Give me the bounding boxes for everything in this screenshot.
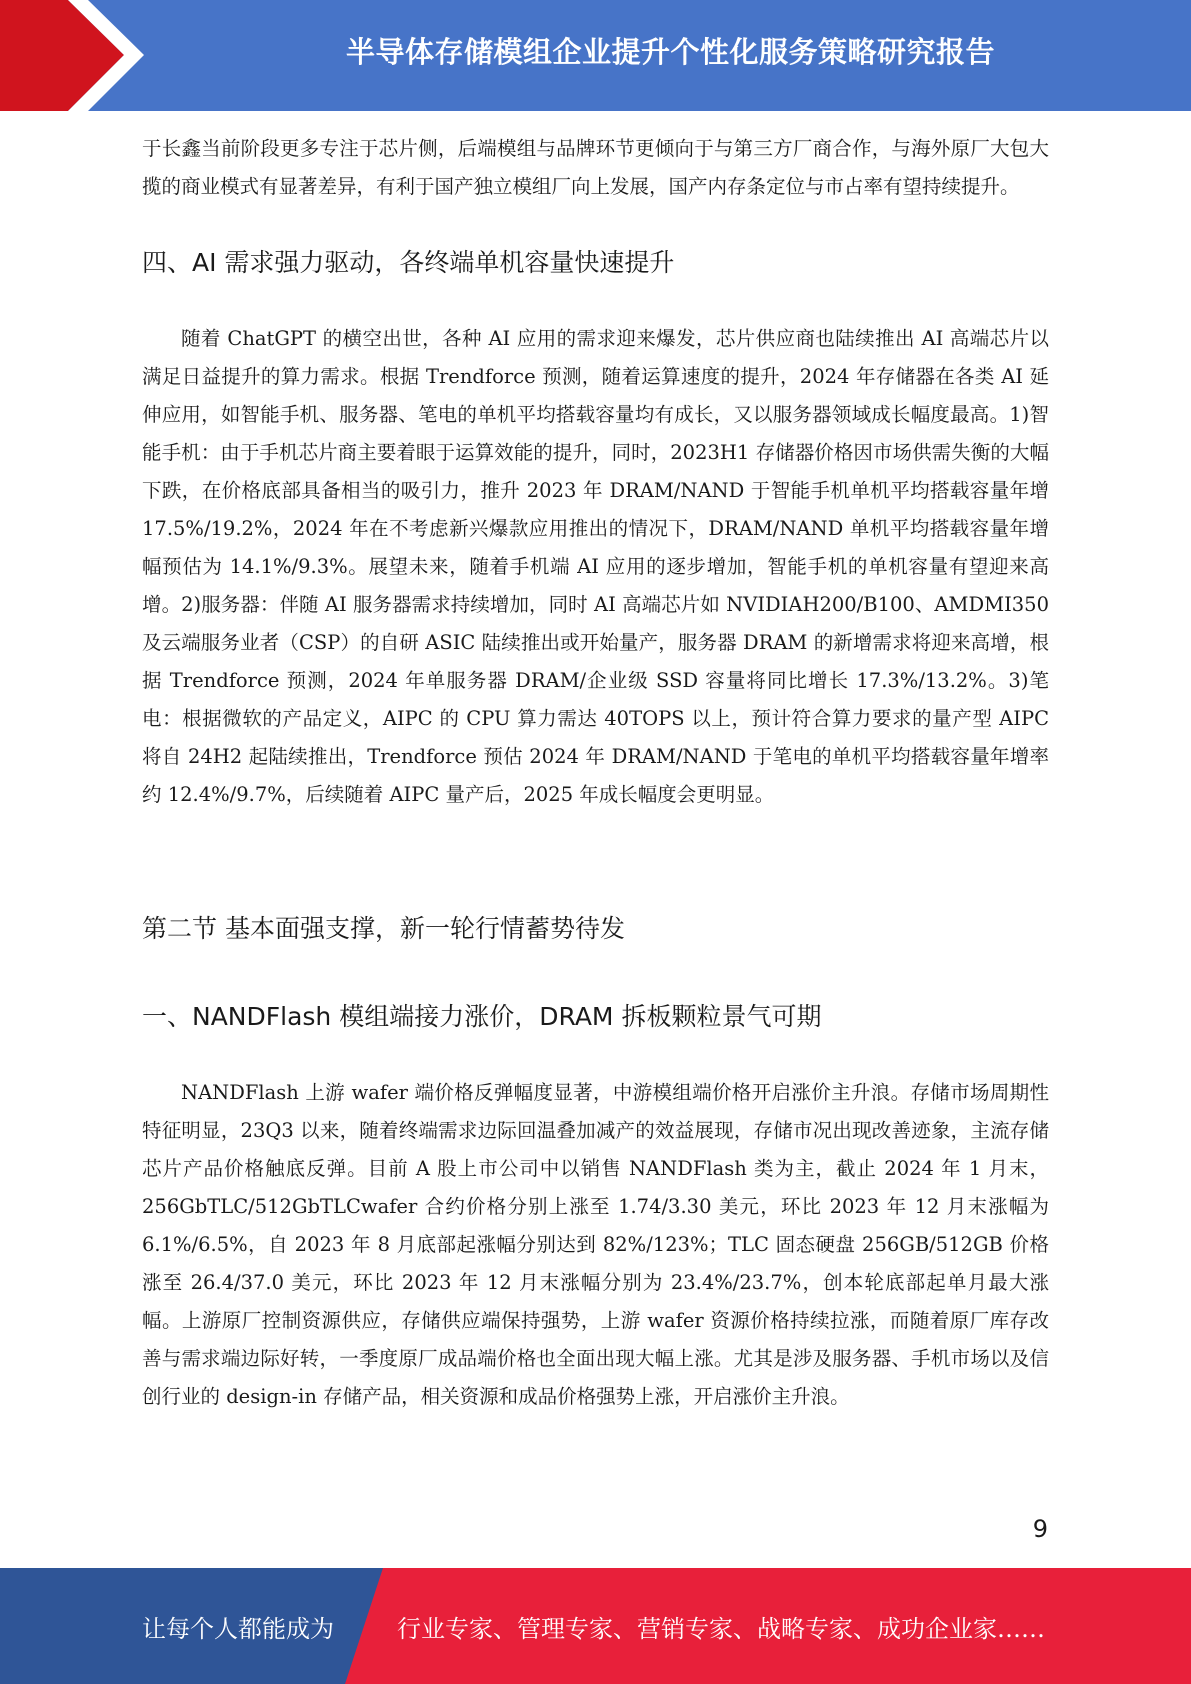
section-4-paragraph: 随着 ChatGPT 的横空出世，各种 AI 应用的需求迎来爆发，芯片供应商也陆续推出 AI 高端芯片以满足日益提升的算力需求。根据 Trendforce 预测，随着运算速度的提升，2024 年存储器在各类 AI 延伸应用，如智能手机、服务器、笔电的单机平均搭载容量均有成长，又以服务器领域成长幅度最高。1)智能手机：由于手机芯片商主要着眼于运算效能的提升，同时，2023H1 存储器价格因市场供需失衡的大幅下跌，在价格底部具备相当的吸引力，推升 2023 年 DRAM/NAND 于智能手机单机平均搭载容量年增 17.5%/19.2%，2024 年在不考虑新兴爆款应用推出的情况下，DRAM/NAND 单机平均搭载容量年增幅预估为 14.1%/9.3%。展望未来，随着手机端 AI 应用的逐步增加，智能手机的单机容量有望迎来高增。2)服务器：伴随 AI 服务器需求持续增加，同时 AI 高端芯片如 NVIDIAH200/B100、AMDMI350 及云端服务业者（CSP）的自研 ASIC 陆续推出或开始量产，服务器 DRAM 的新增需求将迎来高增，根据 Trendforce 预测，2024 年单服务器 DRAM/企业级 SSD 容量将同比增长 17.3%/13.2%。3)笔电：根据微软的产品定义，AIPC 的 CPU 算力需达 40TOPS 以上，预计符合算力要求的量产型 AIPC 将自 24H2 起陆续推出，Trendforce 预估 2024 年 DRAM/NAND 于笔电的单机平均搭载容量年增率约 12.4%/9.7%，后续随着 AIPC 量产后，2025 年成长幅度会更明显。 — [142, 327, 1049, 806]
section-heading-4: 四、AI 需求强力驱动，各终端单机容量快速提升 — [142, 248, 675, 277]
header-arrow-icon — [0, 0, 150, 111]
footer-slogan-left: 让每个人都能成为 — [142, 1614, 334, 1643]
report-title: 半导体存储模组企业提升个性化服务策略研究报告 — [345, 34, 995, 69]
chapter-heading: 第二节 基本面强支撑，新一轮行情蓄势待发 — [142, 914, 625, 943]
page-header — [0, 0, 1191, 111]
section-1-paragraph: NANDFlash 上游 wafer 端价格反弹幅度显著，中游模组端价格开启涨价主升浪。存储市场周期性特征明显，23Q3 以来，随着终端需求边际回温叠加减产的效益展现，存储市况出现改善迹象，主流存储芯片产品价格触底反弹。目前 A 股上市公司中以销售 NANDFlash 类为主，截止 2024 年 1 月末，256GbTLC/512GbTLCwafer 合约价格分别上涨至 1.74/3.30 美元，环比 2023 年 12 月末涨幅为 6.1%/6.5%，自 2023 年 8 月底部起涨幅分别达到 82%/123%；TLC 固态硬盘 256GB/512GB 价格涨至 26.4/37.0 美元，环比 2023 年 12 月末涨幅分别为 23.4%/23.7%，创本轮底部起单月最大涨幅。上游原厂控制资源供应，存储供应端保持强势，上游 wafer 资源价格持续拉涨，而随着原厂库存改善与需求端边际好转，一季度原厂成品端价格也全面出现大幅上涨。尤其是涉及服务器、手机市场以及信创行业的 design-in 存储产品，相关资源和成品价格强势上涨，开启涨价主升浪。 — [142, 1081, 1049, 1408]
page-body — [142, 130, 1049, 1416]
page-footer — [0, 1568, 1191, 1684]
footer-slogan-right: 行业专家、管理专家、营销专家、战略专家、成功企业家…… — [397, 1614, 1045, 1643]
page-number: 9 — [1032, 1515, 1048, 1543]
intro-paragraph: 于长鑫当前阶段更多专注于芯片侧，后端模组与品牌环节更倾向于与第三方厂商合作，与海外原厂大包大揽的商业模式有显著差异，有利于国产独立模组厂向上发展，国产内存条定位与市占率有望持续提升。 — [142, 137, 1049, 198]
section-heading-1: 一、NANDFlash 模组端接力涨价，DRAM 拆板颗粒景气可期 — [142, 1002, 822, 1031]
